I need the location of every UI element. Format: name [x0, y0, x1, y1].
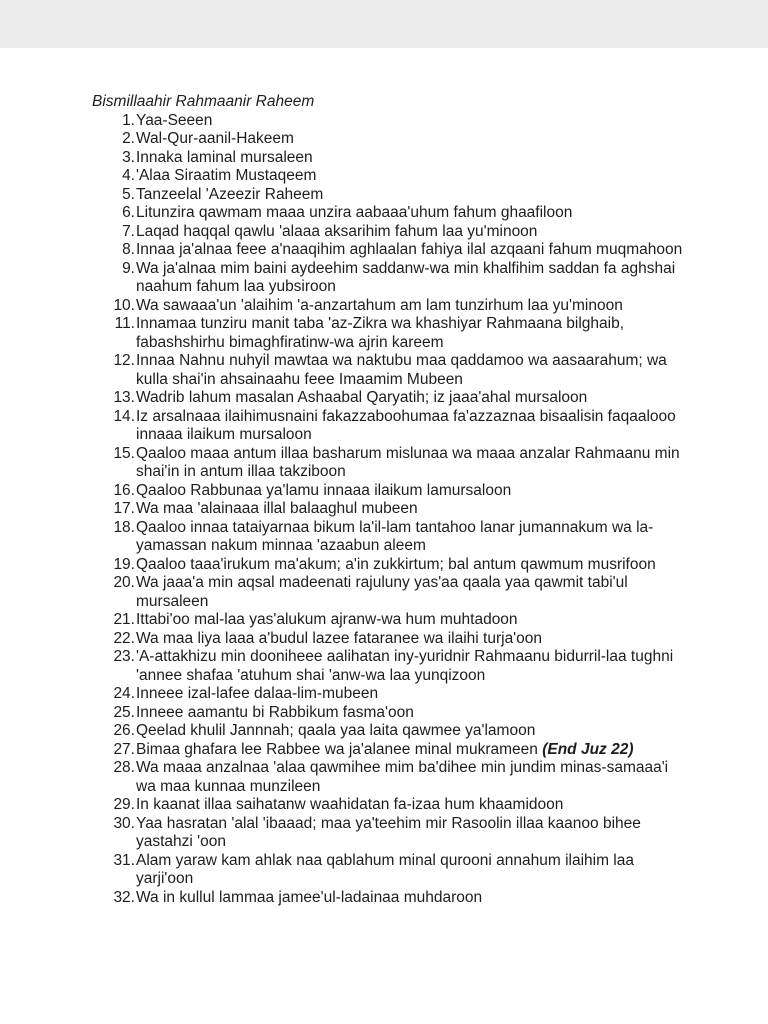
verse-item: [92, 482, 692, 501]
verse-item: [92, 500, 692, 519]
verse-number: 9.: [122, 259, 135, 277]
verse-text: Qaaloo taaa'irukum ma'akum; a'in zukkirtum; bal antum qawmum musrifoon: [136, 555, 656, 573]
verse-text: Wa maaa anzalnaa 'alaa qawmihee mim ba'dihee min jundim minas-samaaa'i wa maa kunnaa munzileen: [136, 759, 669, 795]
verse-number: 20.: [113, 574, 135, 591]
verse-text: In kaanat illaa saihatanw waahidatan fa-izaa hum khaamidoon: [136, 796, 564, 813]
verse-text: Qaaloo Rabbunaa ya'lamu innaaa ilaikum lamursaloon: [136, 481, 512, 499]
verse-number: 15.: [113, 444, 135, 462]
verse-text: Inneee izal-lafee dalaa-lim-mubeen: [136, 685, 379, 702]
verse-text: Inneee aamantu bi Rabbikum fasma'oon: [136, 703, 414, 721]
verse-number: 18.: [113, 518, 135, 536]
verse-text: Wa in kullul lammaa jamee'ul-ladainaa muhdaroon: [136, 888, 483, 906]
verse-number: 28.: [113, 759, 135, 776]
verse-item: [92, 260, 692, 297]
verse-number: 11.: [114, 315, 135, 332]
verse-item: [92, 648, 692, 685]
verse-item: [92, 223, 692, 242]
verse-item: [92, 704, 692, 723]
verse-item: [92, 815, 692, 852]
juz-end-note: (End Juz 22): [542, 740, 634, 758]
verse-item: [92, 741, 692, 760]
verse-item: [92, 574, 692, 611]
verse-number: 1.: [122, 111, 135, 129]
verse-item: [92, 352, 692, 389]
verse-text: Bimaa ghafara lee Rabbee wa ja'alanee minal mukrameen: [136, 740, 543, 758]
verse-item: [92, 241, 692, 260]
document-body: [92, 93, 692, 907]
verse-number: 24.: [113, 685, 135, 702]
verse-item: [92, 445, 692, 482]
verse-number: 8.: [122, 241, 135, 258]
verse-number: 10.: [113, 296, 135, 314]
verse-list: [92, 112, 692, 908]
verse-number: 16.: [113, 481, 135, 499]
verse-text: Yaa-Seeen: [136, 111, 213, 129]
verse-number: 21.: [113, 611, 135, 628]
verse-text: Laqad haqqal qawlu 'alaaa aksarihim fahum laa yu'minoon: [136, 222, 538, 240]
verse-number: 19.: [113, 555, 135, 573]
verse-text: Wa maa liya laaa a'budul lazee fataranee wa ilaihi turja'oon: [136, 629, 543, 647]
verse-text: Alam yaraw kam ahlak naa qablahum minal qurooni annahum ilaihim laa yarji'oon: [136, 851, 634, 887]
verse-item: [92, 889, 692, 908]
verse-item: [92, 130, 692, 149]
verse-number: 5.: [122, 185, 135, 203]
verse-item: [92, 186, 692, 205]
verse-text: Wa sawaaa'un 'alaihim 'a-anzartahum am lam tunzirhum laa yu'minoon: [136, 296, 623, 314]
verse-text: Wa maa 'alainaaa illal balaaghul mubeen: [136, 500, 418, 517]
verse-number: 2.: [122, 130, 135, 147]
verse-text: Innamaa tunziru manit taba 'az-Zikra wa khashiyar Rahmaana bilghaib, fabashshirhu bimaghfiratinw-wa ajrin kareem: [136, 315, 625, 351]
verse-number: 31.: [113, 851, 135, 869]
verse-text: Qeelad khulil Jannnah; qaala yaa laita qawmee ya'lamoon: [136, 722, 536, 739]
verse-number: 32.: [113, 888, 135, 906]
verse-item: [92, 204, 692, 223]
verse-text: Litunzira qawmam maaa unzira aabaaa'uhum fahum ghaafiloon: [136, 204, 573, 221]
verse-item: [92, 630, 692, 649]
verse-number: 17.: [113, 500, 135, 517]
verse-number: 23.: [113, 648, 135, 665]
verse-number: 27.: [113, 740, 135, 758]
verse-number: 3.: [122, 148, 135, 166]
verse-item: [92, 685, 692, 704]
verse-item: [92, 149, 692, 168]
verse-text: Wa ja'alnaa mim baini aydeehim saddanw-wa min khalfihim saddan fa aghshai naahum fahum laa yubsiroon: [136, 259, 676, 295]
verse-item: [92, 796, 692, 815]
verse-item: [92, 297, 692, 316]
verse-item: [92, 389, 692, 408]
verse-text: 'A-attakhizu min dooniheee aalihatan iny-yuridnir Rahmaanu bidurril-laa tughni 'annee shafaa 'atuhum shai 'anw-wa laa yunqizoon: [136, 648, 674, 684]
verse-item: [92, 112, 692, 131]
verse-text: Tanzeelal 'Azeezir Raheem: [136, 185, 324, 203]
verse-number: 14.: [113, 407, 135, 425]
verse-item: [92, 722, 692, 741]
verse-text: Ittabi'oo mal-laa yas'alukum ajranw-wa hum muhtadoon: [136, 611, 518, 628]
verse-text: Innaka laminal mursaleen: [136, 148, 313, 166]
verse-item: [92, 611, 692, 630]
verse-text: Innaa ja'alnaa feee a'naaqihim aghlaalan fahiya ilal azqaani fahum muqmahoon: [136, 241, 683, 258]
top-band: [0, 0, 768, 48]
verse-text: 'Alaa Siraatim Mustaqeem: [136, 167, 317, 184]
verse-item: [92, 759, 692, 796]
verse-text: Innaa Nahnu nuhyil mawtaa wa naktubu maa qaddamoo wa aasaarahum; wa kulla shai'in ahsainaahu feee Imaamim Mubeen: [136, 352, 667, 388]
verse-text: Wa jaaa'a min aqsal madeenati rajuluny yas'aa qaala yaa qawmit tabi'ul mursaleen: [136, 574, 628, 610]
verse-number: 13.: [113, 389, 135, 406]
verse-text: Iz arsalnaaa ilaihimusnaini fakazzaboohumaa fa'azzaznaa bisaalisin faqaalooo innaaa ilaikum mursaloon: [136, 407, 676, 443]
verse-text: Wal-Qur-aanil-Hakeem: [136, 130, 294, 147]
verse-item: [92, 167, 692, 186]
verse-item: [92, 852, 692, 889]
verse-text: Qaaloo maaa antum illaa basharum mislunaa wa maaa anzalar Rahmaanu min shai'in in antum illaa takziboon: [136, 444, 680, 480]
verse-text: Qaaloo innaa tataiyarnaa bikum la'il-lam tantahoo lanar jumannakum wa la-yamassan nakum minnaa 'azaabun aleem: [136, 518, 654, 554]
verse-number: 6.: [122, 204, 135, 221]
verse-number: 25.: [113, 703, 135, 721]
verse-text: Yaa hasratan 'alal 'ibaaad; maa ya'teehim mir Rasoolin illaa kaanoo bihee yastahzi 'oon: [136, 814, 641, 850]
verse-item: [92, 315, 692, 352]
verse-number: 4.: [122, 167, 135, 184]
verse-number: 22.: [113, 629, 135, 647]
verse-number: 12.: [113, 352, 135, 369]
verse-number: 7.: [122, 222, 135, 240]
verse-number: 30.: [113, 814, 135, 832]
verse-number: 26.: [113, 722, 135, 739]
verse-text: Wadrib lahum masalan Ashaabal Qaryatih; iz jaaa'ahal mursaloon: [136, 389, 588, 406]
verse-item: [92, 556, 692, 575]
document-heading: Bismillaahir Rahmaanir Raheem: [92, 93, 315, 110]
verse-item: [92, 408, 692, 445]
verse-number: 29.: [113, 796, 135, 813]
verse-item: [92, 519, 692, 556]
